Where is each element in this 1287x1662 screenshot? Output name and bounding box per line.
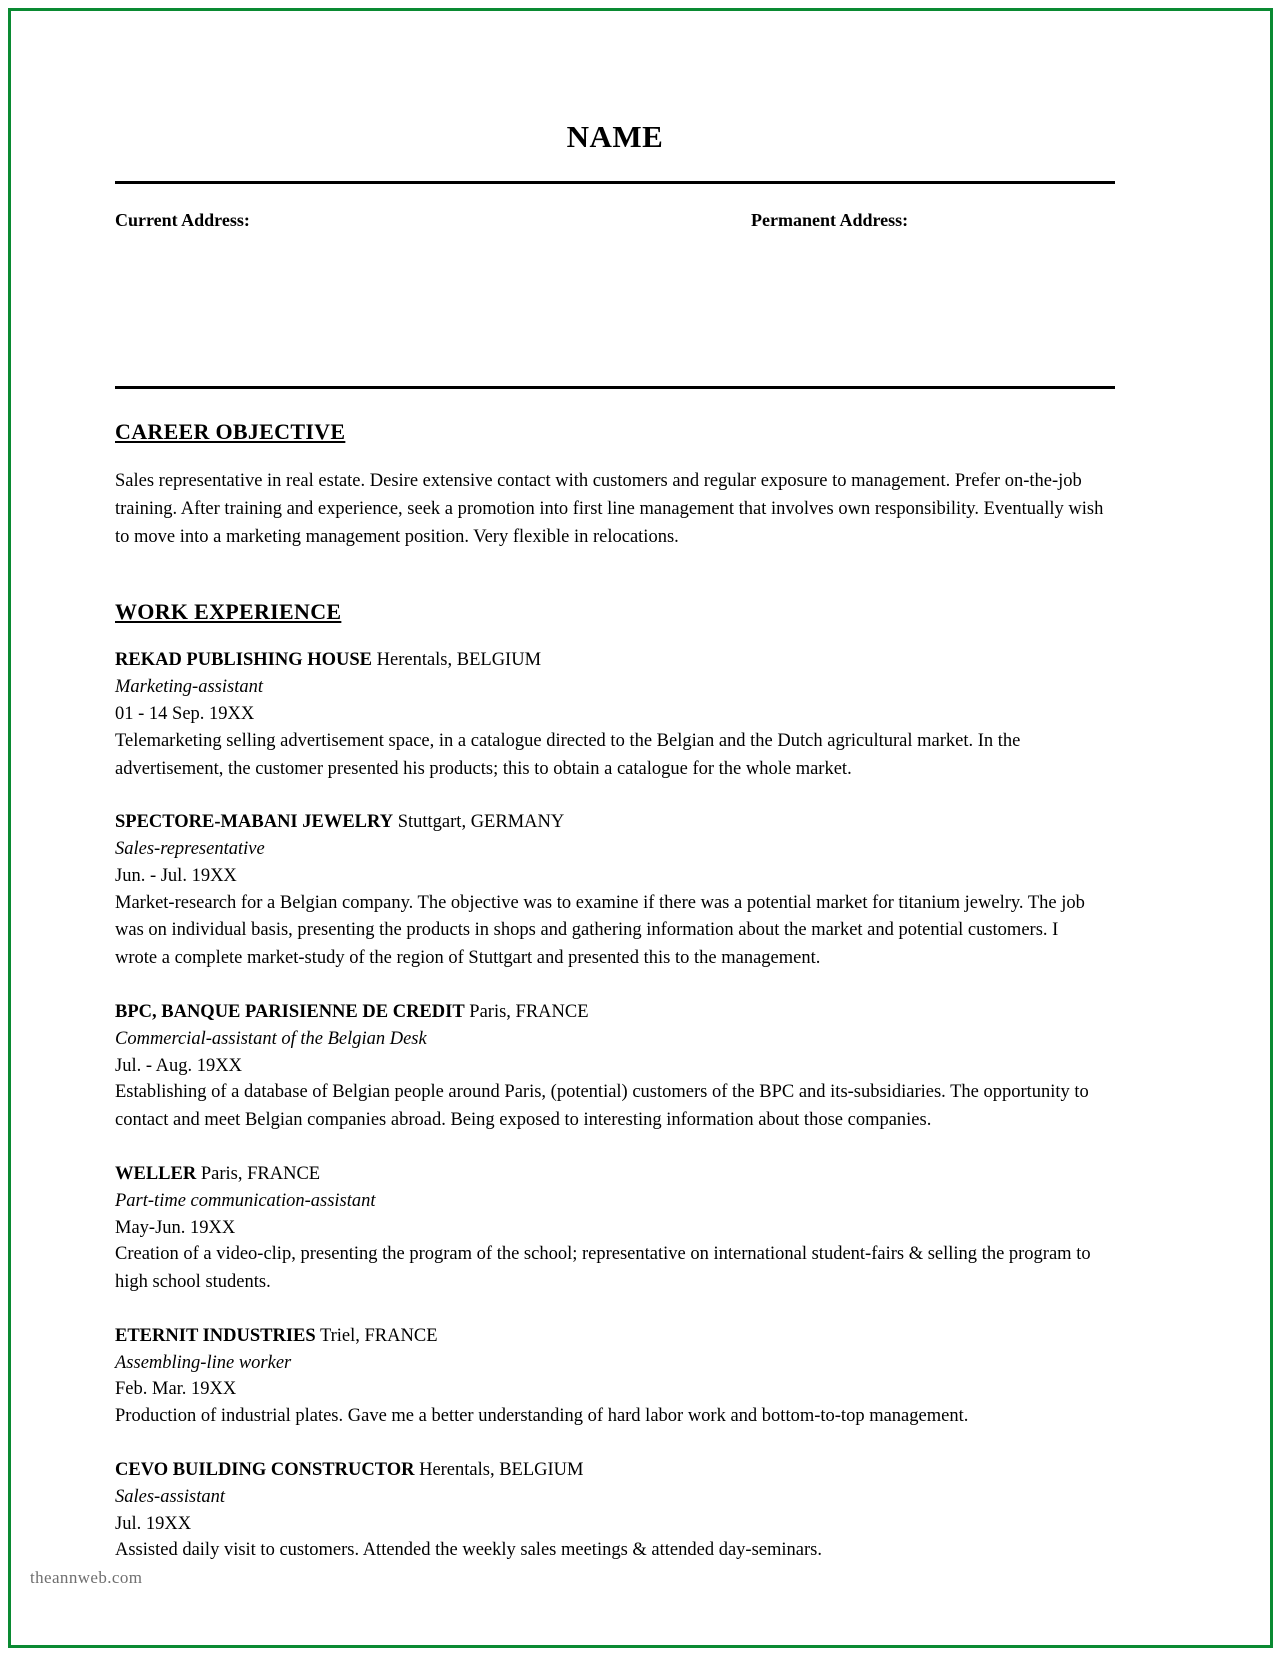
header-divider-bottom	[115, 386, 1115, 389]
work-experience-entry	[115, 1323, 1115, 1431]
work-experience-entry	[115, 647, 1115, 783]
job-role: Sales-representative	[115, 839, 265, 860]
job-description: Telemarketing selling advertisement space, in a catalogue directed to the Belgian and the Dutch agricultural market. In the advertisement, the customer presented his products; this to obtain a catalogue for the whole market.	[115, 730, 1021, 779]
job-header	[115, 999, 1115, 1026]
job-company: SPECTORE-MABANI JEWELRY	[115, 812, 394, 833]
job-description: Assisted daily visit to customers. Attended the weekly sales meetings & attended day-seminars.	[115, 1540, 822, 1561]
job-company: WELLER	[115, 1163, 197, 1184]
job-location: Paris, FRANCE	[200, 1163, 321, 1184]
job-header	[115, 809, 1115, 836]
section-title-work-experience: WORK EXPERIENCE	[115, 599, 342, 625]
job-header	[115, 1161, 1115, 1188]
job-role: Commercial-assistant of the Belgian Desk	[115, 1028, 427, 1049]
resume-sheet	[11, 11, 1270, 1645]
site-watermark: theannweb.com	[30, 1568, 143, 1587]
job-role: Marketing-assistant	[115, 677, 263, 698]
job-header	[115, 1323, 1115, 1350]
job-dates: 01 - 14 Sep. 19XX	[115, 703, 255, 724]
job-header	[115, 1457, 1115, 1484]
job-description: Market-research for a Belgian company. The objective was to examine if there was a potential market for titanium jewelry. The job was on individual basis, presenting the products in shops and gathering information about the market and potential customers. I wrote a complete market-study of the region of Stuttgart and presented this to the management.	[115, 892, 1085, 969]
job-role: Assembling-line worker	[115, 1352, 292, 1373]
job-company: ETERNIT INDUSTRIES	[115, 1325, 316, 1346]
section-title-career-objective: CAREER OBJECTIVE	[115, 419, 346, 444]
header-divider-top	[115, 181, 1115, 184]
job-dates: Jul. - Aug. 19XX	[115, 1055, 242, 1076]
job-location: Paris, FRANCE	[469, 1001, 589, 1022]
work-experience-entry	[115, 809, 1115, 973]
permanent-address-label: Permanent Address:	[751, 210, 909, 230]
job-description: Creation of a video-clip, presenting the program of the school; representative on international student-fairs & selling the program to high school students.	[115, 1244, 1091, 1293]
page-title: NAME	[566, 119, 664, 154]
job-dates: Feb. Mar. 19XX	[115, 1379, 237, 1400]
job-role: Part-time communication-assistant	[115, 1190, 376, 1211]
job-description: Establishing of a database of Belgian people around Paris, (potential) customers of the BPC and its-subsidiaries. The opportunity to contact and meet Belgian companies abroad. Being exposed to interesting information about those companies.	[115, 1082, 1089, 1131]
job-location: Triel, FRANCE	[319, 1325, 438, 1346]
job-dates: Jun. - Jul. 19XX	[115, 865, 237, 886]
work-experience-entry	[115, 1161, 1115, 1297]
current-address-label: Current Address:	[115, 210, 250, 230]
address-row	[115, 210, 1115, 360]
job-location: Herentals, BELGIUM	[419, 1460, 584, 1481]
resume-content	[115, 101, 1115, 1591]
job-location: Herentals, BELGIUM	[376, 650, 542, 671]
job-dates: May-Jun. 19XX	[115, 1217, 236, 1238]
work-experience-entry	[115, 1457, 1115, 1565]
job-header	[115, 647, 1115, 674]
job-company: REKAD PUBLISHING HOUSE	[115, 650, 372, 671]
job-description: Production of industrial plates. Gave me a better understanding of hard labor work and bottom-to-top management.	[115, 1406, 969, 1427]
job-location: Stuttgart, GERMANY	[397, 812, 565, 833]
job-company: CEVO BUILDING CONSTRUCTOR	[115, 1460, 415, 1481]
section-work-experience	[115, 599, 1115, 1565]
job-role: Sales-assistant	[115, 1486, 225, 1507]
career-objective-text: Sales representative in real estate. Desire extensive contact with customers and regular exposure to management. Prefer on-the-job training. After training and experience, seek a promotion into first line management that involves own responsibility. Eventually wish to move into a marketing management position. Very flexible in relocations.	[115, 471, 1104, 548]
work-experience-entry	[115, 999, 1115, 1135]
job-dates: Jul. 19XX	[115, 1513, 192, 1534]
job-company: BPC, BANQUE PARISIENNE DE CREDIT	[115, 1001, 465, 1022]
section-career-objective	[115, 419, 1115, 551]
document-page-border	[8, 8, 1273, 1648]
